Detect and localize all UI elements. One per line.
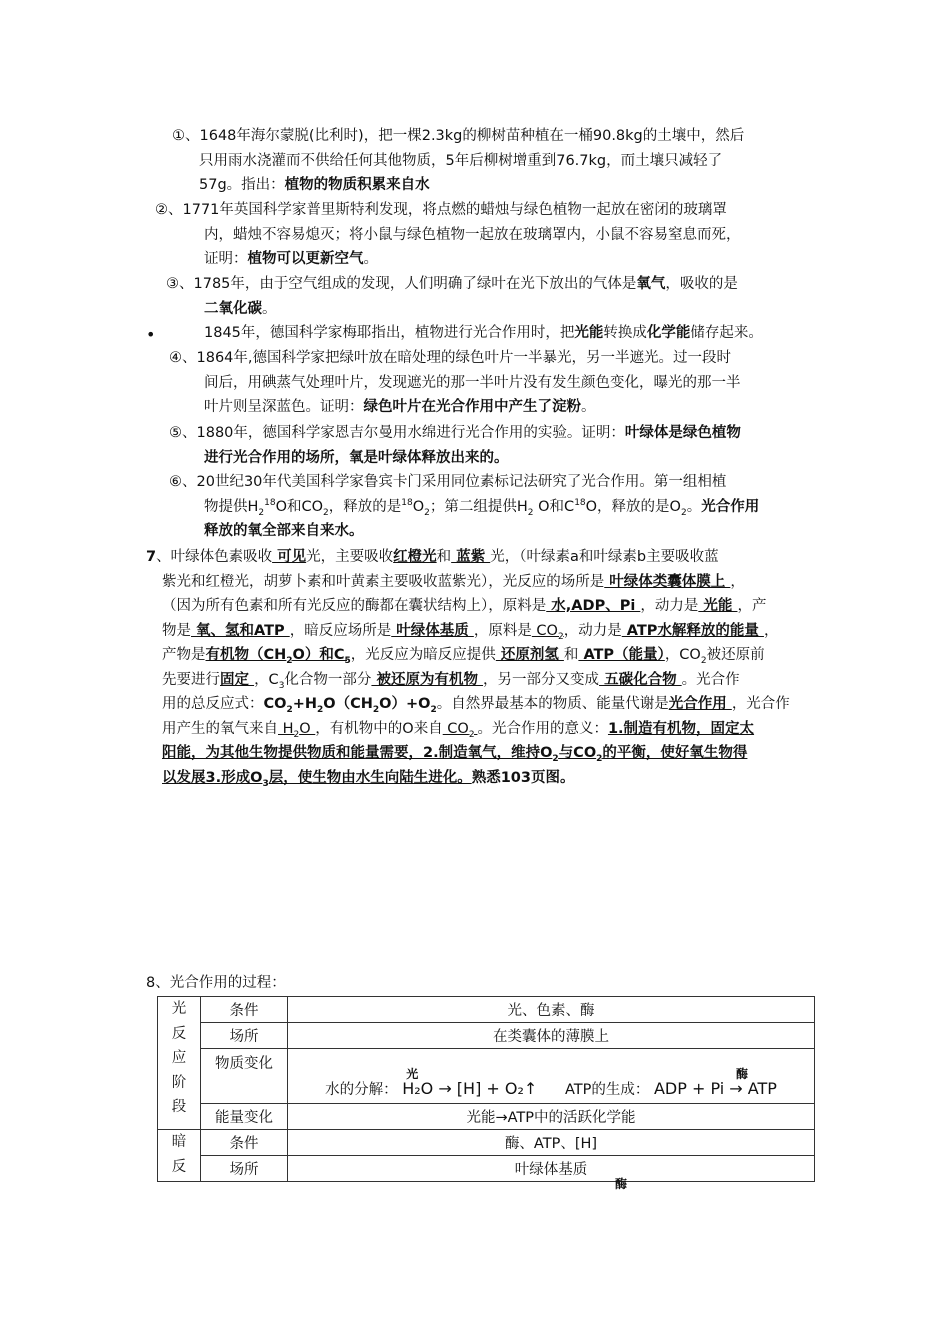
t: 的平衡，使好氧生物得 — [602, 745, 748, 761]
t: 18 — [401, 497, 413, 508]
table-row — [158, 1156, 815, 1182]
table-cell-label: 能量变化 — [201, 1104, 288, 1130]
history-1930s-line1: ⑥、20世纪30年代美国科学家鲁宾卡门采用同位素标记法研究了光合作用。第一组相植 — [169, 474, 727, 490]
chemical-energy-term: 化学能 — [646, 325, 691, 341]
history-1880-line1: ⑤、1880年，德国科学家恩吉尔曼用水绵进行光合作用的实验。证明： — [169, 425, 625, 441]
table-cell-label: 场所 — [201, 1156, 288, 1182]
t: 2 — [700, 655, 707, 666]
t: +H — [292, 696, 318, 712]
history-1771-conclusion: 植物可以更新空气 — [247, 251, 364, 267]
water-splitting-equation — [402, 1067, 538, 1098]
t: 用产生的氧气来自 — [162, 720, 278, 737]
t: 先要进行 — [162, 671, 220, 688]
table-row — [158, 1049, 815, 1104]
history-1648-line2: 只用雨水浇灌而不供给任何其他物质，5年后柳树增重到76.7kg，而土壤只减轻了 — [199, 152, 723, 169]
t: ATP的生成： — [564, 1082, 650, 1098]
history-1771-line3: 证明： — [204, 251, 248, 267]
table-cell-label: 物质变化 — [201, 1049, 288, 1104]
history-1864-conclusion: 绿色叶片在光合作用中产生了淀粉 — [363, 399, 581, 415]
t: ADP + Pi → ATP — [653, 1079, 777, 1098]
t: 有机物（CH — [205, 647, 287, 663]
t: H — [278, 720, 294, 737]
t: ， — [763, 622, 779, 639]
t: 2 — [596, 753, 603, 764]
t: （因为所有色素和所有光反应的酶都在囊状结构上），原料是 — [162, 598, 547, 614]
oxygen-term: 氧气 — [636, 276, 666, 292]
answer-photosynthesis: 光合作用 — [668, 696, 732, 712]
t: 光 — [171, 1001, 187, 1017]
t: ，光反应为暗反应提供 — [350, 647, 496, 663]
table-cell-value: 叶绿体基质 — [288, 1156, 815, 1182]
light-energy-term: 光能 — [574, 325, 604, 341]
punct: 。 — [262, 300, 277, 317]
t: 段 — [171, 1099, 187, 1115]
photosynthesis-process-table — [157, 996, 815, 1182]
table-row — [158, 1104, 815, 1130]
t: 、叶绿体色素吸收 — [156, 549, 273, 565]
history-1785-line1: ③、1785年，由于空气组成的发现，人们明确了绿叶在光下放出的气体是 — [166, 276, 637, 292]
t: 。 — [686, 498, 702, 515]
history-1845-end: 储存起来。 — [690, 325, 763, 341]
t: 2 — [317, 704, 324, 715]
t: ，原料是 — [473, 622, 532, 639]
t: O）+O — [379, 696, 431, 712]
t: 2 — [286, 655, 293, 666]
t: ；第二组提供H — [429, 498, 528, 515]
t: 层，使生物由水生向陆生进化。 — [268, 769, 472, 786]
t: H₂O → [H] + O₂↑ — [402, 1079, 538, 1098]
t: 应 — [171, 1050, 187, 1066]
t: 反 — [171, 1158, 187, 1175]
t: ，CO — [664, 647, 701, 663]
t: 物提供H — [204, 498, 259, 515]
atp-synthesis-equation — [653, 1067, 777, 1098]
history-1864-line1: ④、1864年,德国科学家把绿叶放在暗处理的绿色叶片一半暴光，另一半遮光。过一段时 — [169, 350, 732, 366]
table-cell-value: 光能→ATP中的活跃化学能 — [288, 1104, 815, 1130]
t: 被还原前 — [706, 647, 765, 663]
t: 紫光和红橙光，胡萝卜素和叶黄素主要吸收蓝紫光），光反应的场所是 — [162, 573, 605, 590]
t: 2 — [372, 704, 380, 715]
t: 与CO — [558, 745, 597, 761]
question-7 — [146, 545, 812, 790]
t: ，释放的是 — [328, 498, 402, 515]
table-cell-value: 酶、ATP、[H] — [288, 1130, 815, 1156]
question-8-title — [146, 971, 286, 996]
history-1771-line1: ②、1771年英国科学家普里斯特利发现，将点燃的蜡烛与绿色植物一起放在密闭的玻璃罩 — [155, 202, 727, 218]
t: 化合物一部分 — [284, 671, 372, 688]
t: O（CH — [323, 696, 373, 712]
t: 2 — [557, 631, 564, 642]
t: ，暗反应场所是 — [289, 622, 392, 639]
t: ，另一部分又变成 — [483, 671, 600, 688]
t: 2 — [468, 729, 478, 740]
t: 产物是 — [162, 647, 206, 663]
t: 酶 — [735, 1067, 748, 1081]
t: 2 — [424, 507, 430, 518]
t: O — [412, 498, 425, 515]
question-number: 7 — [146, 549, 157, 565]
answer-raw-materials: 水,ADP、Pi — [546, 598, 641, 614]
enzyme-footnote — [615, 1172, 627, 1197]
t: O和C — [533, 498, 575, 515]
t: ，产 — [737, 598, 767, 614]
t: O和CO — [275, 498, 324, 515]
t: 用的总反应式： — [162, 696, 264, 712]
t: 光，主要吸收 — [306, 549, 394, 565]
history-1785 — [166, 272, 826, 321]
t: 2 — [680, 507, 687, 518]
table-cell-equations — [288, 1049, 815, 1104]
light-reaction-stage-label — [158, 997, 201, 1130]
t: 阶 — [171, 1074, 187, 1091]
history-1845-mid: 转换成 — [603, 325, 647, 341]
t: 18 — [264, 497, 276, 508]
table-row — [158, 997, 815, 1023]
question-8-label: 8、光合作用的过程： — [146, 975, 286, 991]
answer-light-energy: 光能 — [698, 598, 738, 614]
table-cell-value: 光、色素、酶 — [288, 997, 815, 1023]
table-cell-label: 条件 — [201, 997, 288, 1023]
history-1648-conclusion: 植物的物质积累来自水 — [284, 177, 430, 193]
t: CO — [442, 720, 469, 737]
dark-reaction-stage-label — [158, 1130, 201, 1182]
t: 2 — [286, 704, 293, 715]
t: 酶 — [615, 1177, 628, 1191]
t: 3 — [262, 778, 269, 789]
history-1880-line2: 进行光合作用的场所，氧是叶绿体释放出来的。 — [204, 449, 509, 466]
t: 和 — [436, 549, 452, 565]
t: 3 — [278, 680, 285, 691]
table-cell-label: 场所 — [201, 1023, 288, 1049]
answer-reduced: 被还原为有机物 — [371, 671, 484, 688]
history-1864 — [169, 346, 829, 420]
t: 。自然界最基本的物质、能量代谢是 — [436, 696, 669, 712]
t: ，动力是 — [563, 622, 622, 639]
answer-thylakoid: 叶绿体类囊体膜上 — [604, 573, 731, 590]
answer-c5: 五碳化合物 — [599, 671, 682, 688]
table-row — [158, 1023, 815, 1049]
answer-significance: 1.制造有机物，固定太 — [607, 720, 755, 737]
t: 2 — [552, 753, 559, 764]
t: ， — [730, 573, 745, 590]
history-1845 — [204, 321, 824, 346]
answer-fixation: 固定 — [220, 671, 255, 688]
history-1880-conclusion: 叶绿体是绿色植物 — [624, 425, 741, 441]
t: 18 — [574, 497, 586, 508]
t: 以发展3.形成O — [162, 769, 263, 786]
t: 。光合作用的意义： — [477, 720, 608, 737]
answer-atp-energy: ATP水解释放的能量 — [621, 622, 764, 639]
t: 2 — [323, 507, 329, 518]
answer-atp: ATP（能量） — [578, 647, 665, 663]
t: 光合作用 — [701, 498, 760, 515]
co2-term: 二氧化碳 — [204, 300, 262, 317]
t: 2 — [293, 729, 300, 740]
punct: 。 — [581, 399, 596, 415]
t: 水的分解： — [325, 1082, 398, 1098]
answer-reducing-agent: 还原剂氢 — [495, 647, 564, 663]
history-1771-line2: 内，蜡烛不容易熄灭；将小鼠与绿色植物一起放在玻璃罩内，小鼠不容易窒息而死， — [204, 226, 741, 243]
t: 光，（叶绿素a和叶绿素b主要吸收蓝 — [490, 549, 719, 565]
history-1648 — [172, 124, 822, 198]
bullet-icon: • — [146, 325, 156, 344]
history-1864-line3: 叶片则呈深蓝色。证明： — [204, 399, 364, 415]
history-1845-text: 1845年，德国科学家梅耶指出，植物进行光合作用时，把 — [204, 325, 575, 341]
history-1930s — [169, 470, 829, 544]
t: 光 — [406, 1067, 419, 1081]
t: 2 — [430, 704, 437, 715]
history-1785-mid: ，吸收的是 — [665, 276, 738, 292]
history-1864-line2: 间后，用碘蒸气处理叶片，发现遮光的那一半叶片没有发生颜色变化，曝光的那一半 — [204, 374, 741, 391]
t: O，释放的是O — [585, 498, 681, 515]
t: ，动力是 — [640, 598, 699, 614]
t: 5 — [344, 655, 351, 666]
t: 物是 — [162, 622, 191, 639]
t: 阳能，为其他生物提供物质和能量需要，2.制造氧气，维持O — [162, 745, 553, 761]
t: 。光合作 — [681, 671, 740, 688]
t: 2 — [527, 507, 534, 518]
t: 暗 — [171, 1134, 187, 1150]
t: ，有机物中的O来自 — [315, 720, 443, 737]
answer-products: 氧、氢和ATP — [191, 622, 290, 639]
t: 反 — [171, 1025, 187, 1042]
t: 熟悉103页图。 — [471, 769, 575, 786]
table-cell-label: 条件 — [201, 1130, 288, 1156]
history-1648-line3: 57g。指出： — [199, 177, 285, 193]
answer-stroma: 叶绿体基质 — [391, 622, 474, 639]
t: O — [299, 720, 316, 737]
t: O）和C — [292, 647, 345, 663]
history-1648-line1: ①、1648年海尔蒙脱(比利时)，把一棵2.3kg的柳树苗种植在一桶90.8kg的土壤中，然后 — [172, 128, 745, 144]
t: ，光合作 — [731, 696, 790, 712]
history-1880 — [169, 421, 829, 470]
table-row — [158, 1130, 815, 1156]
punct: 。 — [363, 251, 378, 267]
t: ，C — [254, 671, 279, 688]
answer-blue-violet: 蓝紫 — [451, 549, 491, 565]
t: CO — [263, 696, 287, 712]
answer-visible: 可见 — [272, 549, 307, 565]
t: 2 — [258, 507, 265, 518]
t: 和 — [563, 647, 579, 663]
t: CO — [531, 622, 558, 639]
history-1930s-line3: 释放的氧全部来自来水。 — [204, 523, 364, 539]
history-1771 — [155, 198, 825, 272]
table-cell-value: 在类囊体的薄膜上 — [288, 1023, 815, 1049]
answer-red-orange: 红橙光 — [393, 549, 437, 565]
